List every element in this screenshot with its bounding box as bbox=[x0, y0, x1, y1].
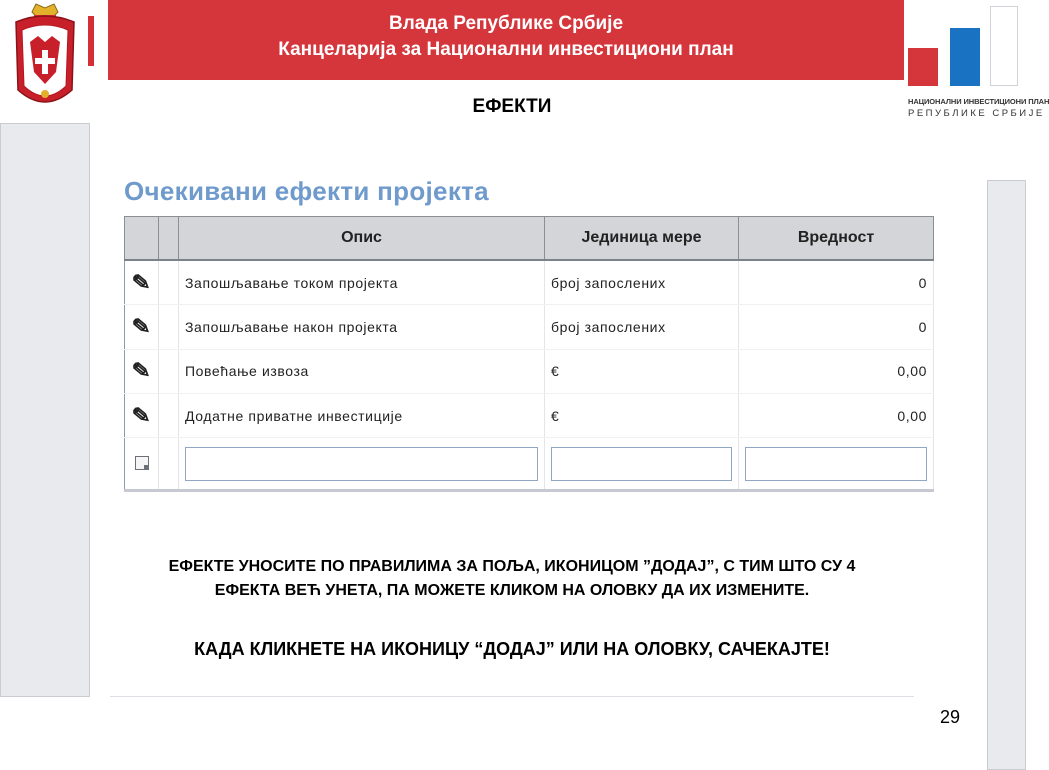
edit-cell bbox=[125, 394, 159, 438]
new-value-cell bbox=[739, 438, 934, 491]
pencil-icon[interactable]: ✎ bbox=[130, 313, 153, 340]
row-value: 0,00 bbox=[739, 394, 934, 438]
add-cell bbox=[125, 438, 159, 491]
table-row bbox=[125, 260, 934, 305]
pencil-icon[interactable]: ✎ bbox=[130, 401, 153, 429]
table-header-row bbox=[125, 217, 934, 261]
header-icon-col bbox=[125, 217, 159, 261]
new-effect-row bbox=[125, 438, 934, 491]
row-description: Повећање извоза bbox=[179, 349, 545, 393]
row-value: 0,00 bbox=[739, 349, 934, 393]
row-unit: € bbox=[545, 349, 739, 393]
right-side-strip bbox=[987, 180, 1026, 770]
bottom-divider bbox=[110, 696, 914, 697]
new-unit-cell bbox=[545, 438, 739, 491]
panel-title: Очекивани ефекти пројекта bbox=[124, 176, 489, 206]
new-description-input[interactable] bbox=[185, 447, 538, 481]
edit-cell bbox=[125, 305, 159, 349]
edit-cell bbox=[125, 349, 159, 393]
spacer-cell bbox=[159, 305, 179, 349]
new-description-cell bbox=[179, 438, 545, 491]
row-unit: број запослених bbox=[545, 305, 739, 349]
page-number: 29 bbox=[940, 707, 961, 727]
row-description: Запошљавање након пројекта bbox=[179, 305, 545, 349]
logo-blue-bar bbox=[950, 28, 980, 86]
spacer-cell bbox=[159, 349, 179, 393]
instructions-line2: ЕФЕКТА ВЕЋ УНЕТА, ПА МОЖЕТЕ КЛИКОМ НА ОЛОВКУ ДА ИХ ИЗМЕНИТЕ. bbox=[214, 582, 810, 599]
new-value-input[interactable] bbox=[745, 447, 927, 481]
edit-cell bbox=[125, 260, 159, 305]
row-unit: € bbox=[545, 394, 739, 438]
effects-table bbox=[124, 216, 934, 491]
pencil-icon[interactable]: ✎ bbox=[130, 357, 153, 385]
section-title: ЕФЕКТИ bbox=[472, 96, 552, 117]
column-header-value[interactable]: Вредност bbox=[739, 217, 934, 261]
header-banner bbox=[108, 0, 904, 80]
left-side-strip bbox=[0, 123, 90, 697]
table-row bbox=[125, 349, 934, 393]
logo-text-line1: НАЦИОНАЛНИ ИНВЕСТИЦИОНИ ПЛАН bbox=[908, 97, 1049, 106]
header-title-line2: Канцеларија за Национални инвестициони план bbox=[278, 39, 734, 60]
instructions-line1: ЕФЕКТЕ УНОСИТЕ ПО ПРАВИЛИМА ЗА ПОЉА, ИКОНИЦОМ ”ДОДАЈ”, С ТИМ ШТО СУ 4 bbox=[168, 558, 856, 575]
instructions-warning: КАДА КЛИКНЕТЕ НА ИКОНИЦУ “ДОДАЈ” ИЛИ НА ОЛОВКУ, САЧЕКАЈТЕ! bbox=[194, 639, 830, 659]
new-unit-input[interactable] bbox=[551, 447, 732, 481]
column-header-unit[interactable]: Јединица мере bbox=[545, 217, 739, 261]
header-spacer-col bbox=[159, 217, 179, 261]
table-bottom-shadow bbox=[124, 489, 934, 492]
logo-outline-bar bbox=[990, 6, 1018, 86]
header-accent-bar bbox=[88, 16, 94, 66]
row-description: Додатне приватне инвестиције bbox=[179, 394, 545, 438]
spacer-cell bbox=[159, 438, 179, 491]
spacer-cell bbox=[159, 394, 179, 438]
row-description: Запошљавање током пројекта bbox=[179, 260, 545, 305]
logo-text-line2: РЕПУБЛИКЕ СРБИЈЕ bbox=[908, 108, 1045, 119]
row-value: 0 bbox=[739, 305, 934, 349]
row-unit: број запослених bbox=[545, 260, 739, 305]
logo-red-bar bbox=[908, 48, 938, 86]
column-header-description[interactable]: Опис bbox=[179, 217, 545, 261]
table-row bbox=[125, 394, 934, 438]
row-value: 0 bbox=[739, 260, 934, 305]
header-title-line1: Влада Републике Србије bbox=[388, 13, 624, 34]
table-row bbox=[125, 305, 934, 349]
instructions-block bbox=[10, 555, 1014, 603]
pencil-icon[interactable]: ✎ bbox=[130, 268, 153, 296]
spacer-cell bbox=[159, 260, 179, 305]
add-icon[interactable] bbox=[135, 456, 149, 470]
